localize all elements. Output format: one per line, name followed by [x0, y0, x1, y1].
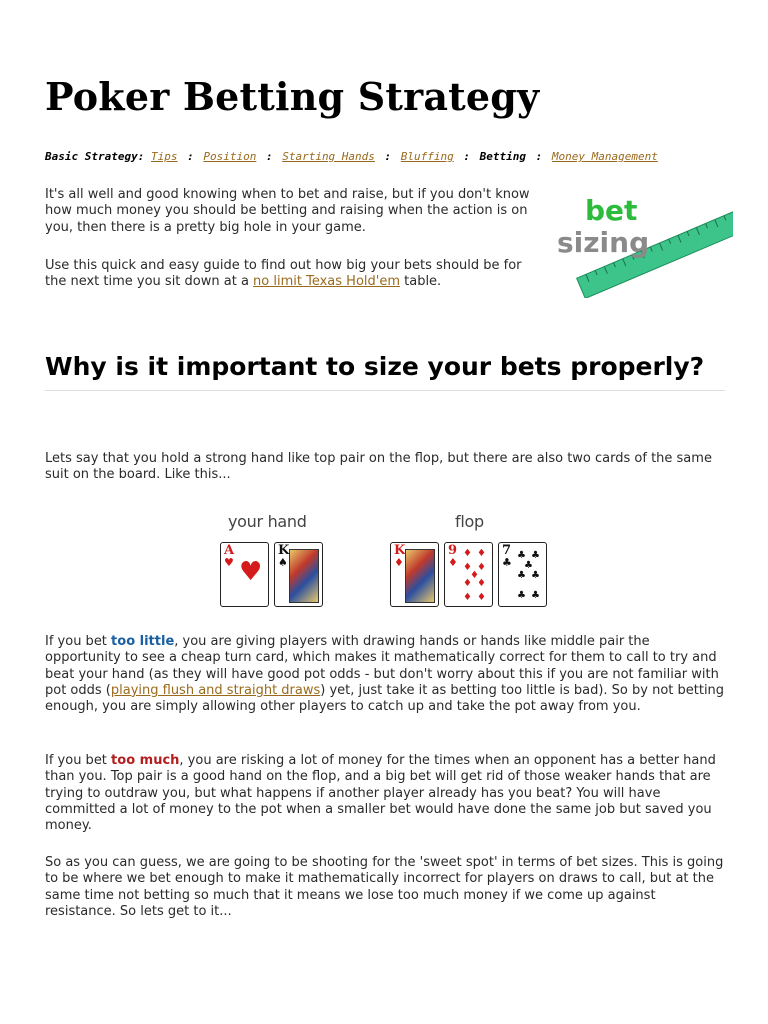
- paragraph-text: , you are giving players with drawing hands or hands like middle pair the opportunity to see a cheap turn card, which makes it mathematically correct for them to call to try and beat your hand (as they will have good pot odds - but don't worry about this if you are not familiar with pot odds (: [45, 634, 719, 698]
- intro-paragraph-2: [45, 258, 540, 291]
- intro-text: Use this quick and easy guide to find out how big your bets should be for the next time you sit down at a: [45, 258, 522, 290]
- diamond-pip: ♦: [463, 592, 472, 603]
- spade-icon: ♠: [278, 556, 288, 569]
- card-rank: 7: [502, 543, 512, 558]
- diamond-pip: ♦: [463, 548, 472, 559]
- king-face-icon: [405, 549, 435, 603]
- playing-card-seven-clubs: [498, 542, 547, 607]
- breadcrumb-link-tips[interactable]: Tips: [150, 150, 178, 163]
- diamond-pip: ♦: [470, 570, 479, 581]
- club-icon: ♣: [502, 556, 512, 569]
- club-pip: ♣: [517, 570, 526, 581]
- diamond-pip: ♦: [477, 562, 486, 573]
- breadcrumb-link-position[interactable]: Position: [203, 150, 257, 163]
- club-pip: ♣: [531, 570, 540, 581]
- intro-paragraph: It's all well and good knowing when to bet and raise, but if you don't know how much money you should be betting and raising when the action is on you, then there is a pretty big hole in your game.: [45, 187, 530, 235]
- heart-icon: ♥: [224, 556, 234, 569]
- section-paragraph: Lets say that you hold a strong hand like top pair on the flop, but there are also two cards of the same suit on the board. Like this...: [45, 451, 712, 483]
- flop-label: flop: [455, 512, 484, 531]
- breadcrumb: [45, 150, 658, 163]
- bet-sizing-logo: [555, 188, 733, 298]
- paragraph-text: , you are risking a lot of money for the times when an opponent has a better hand than you. Top pair is a good hand on the flop, and a big bet will get rid of those weaker hands that are trying to outdraw you, but what happens if another player already has you beat? You will have committed a lot of money to the pot when a smaller bet would have done the same job but saved you money.: [45, 753, 716, 834]
- breadcrumb-link-bluffing[interactable]: Bluffing: [400, 150, 454, 163]
- diamond-icon: ♦: [394, 556, 404, 569]
- too-little-paragraph: [45, 634, 725, 715]
- section-heading: Why is it important to size your bets properly?: [45, 350, 725, 391]
- texas-holdem-link[interactable]: no limit Texas Hold'em: [253, 274, 400, 290]
- breadcrumb-separator: :: [187, 150, 194, 163]
- breadcrumb-prefix: Basic Strategy:: [45, 150, 145, 163]
- diamond-pip: ♦: [477, 592, 486, 603]
- flush-straight-draws-link[interactable]: playing flush and straight draws: [110, 682, 321, 698]
- king-face-icon: [289, 549, 319, 603]
- too-much-highlight: too much: [111, 753, 180, 768]
- card-illustration: [45, 510, 725, 610]
- diamond-pip: ♦: [463, 578, 472, 589]
- sweet-spot-paragraph: So as you can guess, we are going to be shooting for the 'sweet spot' in terms of bet sizes. This is going to be where we bet enough to make it mathematically incorrect for players on draws to call, but at the same time not betting so much that it means we lose too much money if we come up against resistance. So lets get to it...: [45, 855, 724, 919]
- too-little-highlight: too little: [111, 634, 175, 649]
- club-pip: ♣: [531, 550, 540, 561]
- playing-card-nine-diamonds: [444, 542, 493, 607]
- playing-card-king-diamonds: [390, 542, 439, 607]
- card-rank: K: [278, 543, 290, 558]
- page-title: Poker Betting Strategy: [45, 74, 540, 119]
- card-rank: A: [224, 543, 235, 558]
- breadcrumb-current: Betting: [479, 150, 527, 163]
- heart-icon: ♥: [239, 557, 263, 587]
- your-hand-label: your hand: [228, 512, 307, 531]
- club-pip: ♣: [524, 560, 533, 571]
- diamond-pip: ♦: [463, 562, 472, 573]
- club-pip: ♣: [531, 590, 540, 601]
- breadcrumb-link-money-management[interactable]: Money Management: [551, 150, 658, 163]
- card-rank: K: [394, 543, 406, 558]
- card-rank: 9: [448, 543, 458, 558]
- playing-card-king-spades: [274, 542, 323, 607]
- diamond-pip: ♦: [477, 548, 486, 559]
- diamond-icon: ♦: [448, 556, 458, 569]
- breadcrumb-separator: :: [265, 150, 273, 163]
- breadcrumb-separator: :: [463, 150, 471, 163]
- paragraph-text: ) yet, just take it as betting too little is bad). So by not betting enough, you are simply allowing other players to catch up and take the pot away from you.: [45, 682, 725, 715]
- club-pip: ♣: [517, 590, 526, 601]
- breadcrumb-separator: :: [535, 150, 543, 163]
- logo-word-bet: bet: [585, 194, 638, 227]
- diamond-pip: ♦: [477, 578, 486, 589]
- too-much-paragraph: [45, 753, 725, 834]
- paragraph-text: If you bet: [45, 753, 112, 768]
- breadcrumb-separator: :: [384, 150, 392, 163]
- breadcrumb-link-starting-hands[interactable]: Starting Hands: [282, 150, 375, 163]
- playing-card-ace-hearts: [220, 542, 269, 607]
- paragraph-text: If you bet: [45, 634, 112, 649]
- intro-text-end: table.: [400, 274, 442, 290]
- club-pip: ♣: [517, 550, 526, 561]
- logo-word-sizing: sizing: [557, 226, 650, 259]
